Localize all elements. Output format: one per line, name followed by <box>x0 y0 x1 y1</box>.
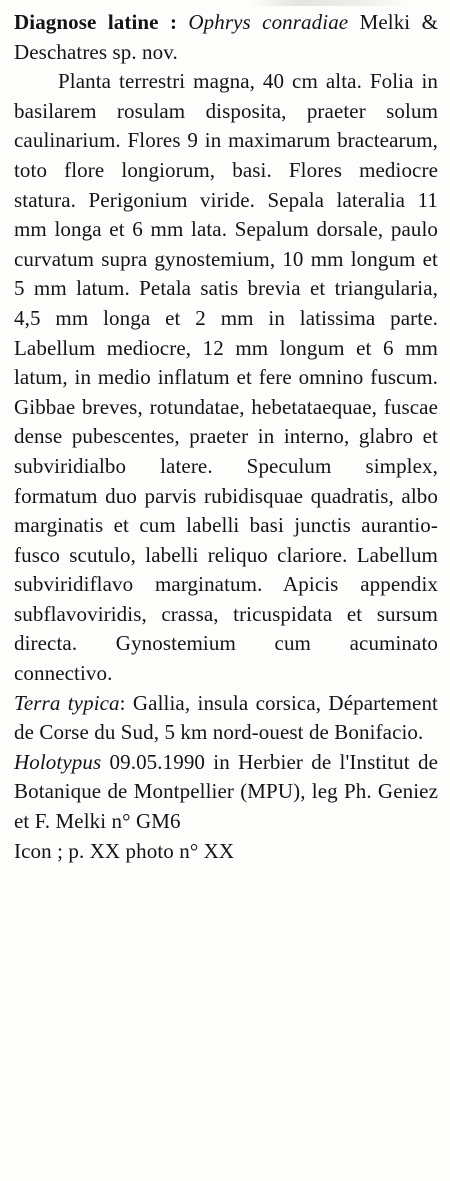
terra-typica-paragraph <box>14 689 438 748</box>
terra-typica-separator: : <box>119 690 133 715</box>
diagnosis-description: Planta terrestri magna, 40 cm alta. Folia in basilarem rosulam disposita, praeter solum caulinarium. Flores 9 in maximarum bractearum, toto flore longiorum, basi. Flores mediocre statura. Perigonium viride. Sepala lateralia 11 mm longa et 6 mm lata. Sepalum dorsale, paulo curvatum supra gynostemium, 10 mm longum et 5 mm latum. Petala satis brevia et triangularia, 4,5 mm longa et 2 mm in latissima parte. Labellum mediocre, 12 mm longum et 6 mm latum, in medio inflatum et fere omnino fuscum. Gibbae breves, rotundatae, hebetataequae, fuscae dense pubescentes, praeter in interno, glabro et subviridialbo latere. Speculum simplex, formatum duo parvis rubidisquae quadratis, albo marginatis et cum labelli basi junctis aurantio-fusco scutulo, labelli reliquo clariore. Labellum subviridiflavo marginatum. Apicis appendix subflavoviridis, crassa, tricuspidata et sursum directa. Gynostemium cum acuminato connectivo. <box>14 69 438 686</box>
diagnosis-label: Diagnose latine <box>14 10 159 34</box>
diagnosis-heading <box>14 8 438 67</box>
holotypus-label: Holotypus <box>14 749 102 774</box>
holotypus-text: 09.05.1990 in Herbier de l'Institut de Botanique de Montpellier (MPU), leg Ph. Geniez et F. Melki n° GM6 <box>14 749 438 834</box>
icon-reference-line: Icon ; p. XX photo n° XX <box>14 838 235 863</box>
bleed-through-shadow <box>250 0 410 6</box>
species-authors: Melki & Deschatres sp. nov. <box>14 10 439 64</box>
terra-typica-text: Gallia, insula corsica, Département de Corse du Sud, 5 km nord-ouest de Bonifacio. <box>14 690 438 745</box>
species-name: Ophrys conradiae <box>188 10 349 34</box>
holotypus-paragraph <box>14 748 438 837</box>
document-body <box>14 8 438 866</box>
terra-typica-label: Terra typica <box>14 690 120 715</box>
diagnosis-label-separator: : <box>158 10 189 34</box>
